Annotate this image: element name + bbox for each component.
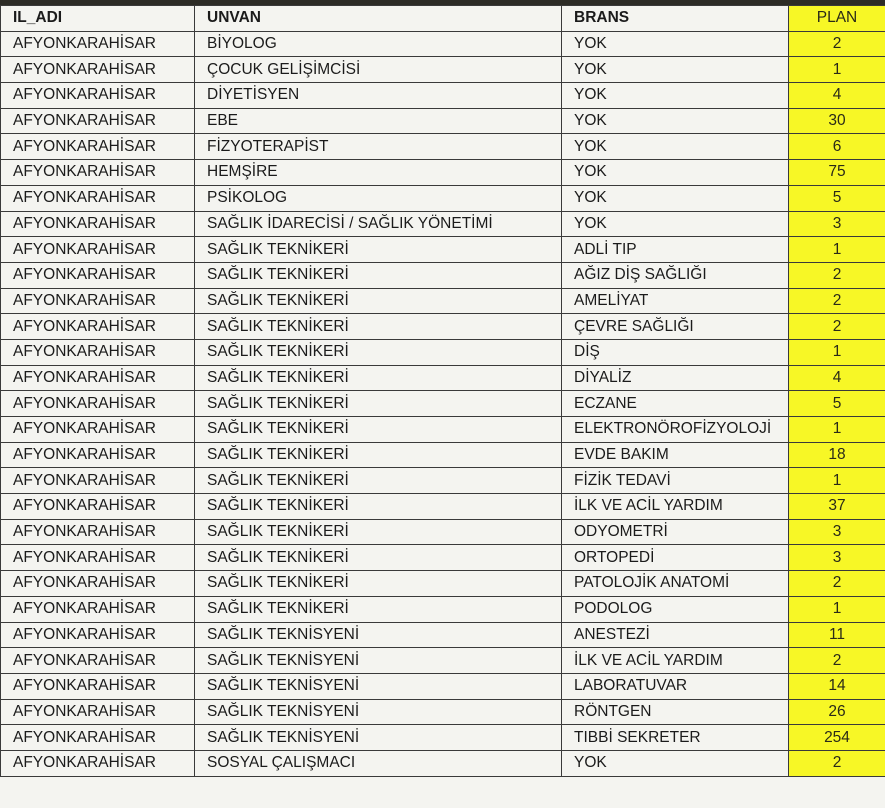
cell-brans[interactable]: İLK VE ACİL YARDIM: [562, 494, 789, 520]
cell-il-adi[interactable]: AFYONKARAHİSAR: [1, 545, 195, 571]
table-row: [1, 83, 885, 109]
cell-plan[interactable]: 1: [789, 596, 885, 622]
cell-unvan[interactable]: SAĞLIK TEKNİKERİ: [195, 365, 562, 391]
cell-il-adi[interactable]: AFYONKARAHİSAR: [1, 648, 195, 674]
cell-il-adi[interactable]: AFYONKARAHİSAR: [1, 673, 195, 699]
cell-brans[interactable]: YOK: [562, 211, 789, 237]
table-row: [1, 750, 885, 776]
cell-brans[interactable]: ÇEVRE SAĞLIĞI: [562, 314, 789, 340]
table-row: [1, 160, 885, 186]
cell-unvan[interactable]: SAĞLIK TEKNİKERİ: [195, 596, 562, 622]
table-row: [1, 648, 885, 674]
table-row: [1, 31, 885, 57]
cell-il-adi[interactable]: AFYONKARAHİSAR: [1, 83, 195, 109]
cell-brans[interactable]: İLK VE ACİL YARDIM: [562, 648, 789, 674]
cell-il-adi[interactable]: AFYONKARAHİSAR: [1, 571, 195, 597]
cell-unvan[interactable]: SAĞLIK TEKNİSYENİ: [195, 725, 562, 751]
cell-plan[interactable]: 4: [789, 365, 885, 391]
cell-unvan[interactable]: SAĞLIK TEKNİSYENİ: [195, 648, 562, 674]
cell-unvan[interactable]: SAĞLIK TEKNİKERİ: [195, 494, 562, 520]
cell-unvan[interactable]: SAĞLIK TEKNİKERİ: [195, 314, 562, 340]
cell-il-adi[interactable]: AFYONKARAHİSAR: [1, 725, 195, 751]
cell-plan[interactable]: 30: [789, 108, 885, 134]
column-header-unvan[interactable]: UNVAN: [195, 6, 562, 32]
cell-unvan[interactable]: PSİKOLOG: [195, 185, 562, 211]
cell-unvan[interactable]: SAĞLIK TEKNİSYENİ: [195, 673, 562, 699]
cell-unvan[interactable]: SAĞLIK TEKNİKERİ: [195, 468, 562, 494]
cell-plan[interactable]: 5: [789, 185, 885, 211]
table-row: [1, 571, 885, 597]
cell-plan[interactable]: 2: [789, 31, 885, 57]
cell-plan[interactable]: 26: [789, 699, 885, 725]
cell-unvan[interactable]: EBE: [195, 108, 562, 134]
header-row: [1, 6, 885, 32]
cell-plan[interactable]: 5: [789, 391, 885, 417]
table-row: [1, 134, 885, 160]
cell-il-adi[interactable]: AFYONKARAHİSAR: [1, 31, 195, 57]
cell-il-adi[interactable]: AFYONKARAHİSAR: [1, 750, 195, 776]
cell-brans[interactable]: ANESTEZİ: [562, 622, 789, 648]
cell-unvan[interactable]: SOSYAL ÇALIŞMACI: [195, 750, 562, 776]
cell-il-adi[interactable]: AFYONKARAHİSAR: [1, 391, 195, 417]
cell-brans[interactable]: YOK: [562, 108, 789, 134]
cell-brans[interactable]: YOK: [562, 134, 789, 160]
cell-unvan[interactable]: SAĞLIK TEKNİKERİ: [195, 545, 562, 571]
cell-il-adi[interactable]: AFYONKARAHİSAR: [1, 314, 195, 340]
column-header-brans[interactable]: BRANS: [562, 6, 789, 32]
cell-unvan[interactable]: FİZYOTERAPİST: [195, 134, 562, 160]
cell-plan[interactable]: 1: [789, 468, 885, 494]
cell-brans[interactable]: EVDE BAKIM: [562, 442, 789, 468]
cell-brans[interactable]: ELEKTRONÖROFİZYOLOJİ: [562, 417, 789, 443]
cell-unvan[interactable]: SAĞLIK TEKNİKERİ: [195, 571, 562, 597]
cell-brans[interactable]: YOK: [562, 160, 789, 186]
cell-plan[interactable]: 11: [789, 622, 885, 648]
spreadsheet: [0, 5, 885, 808]
cell-unvan[interactable]: SAĞLIK TEKNİKERİ: [195, 262, 562, 288]
cell-brans[interactable]: YOK: [562, 185, 789, 211]
cell-plan[interactable]: 3: [789, 211, 885, 237]
table-row: [1, 442, 885, 468]
table-row: [1, 545, 885, 571]
cell-brans[interactable]: PATOLOJİK ANATOMİ: [562, 571, 789, 597]
cell-plan[interactable]: 75: [789, 160, 885, 186]
table-row: [1, 339, 885, 365]
table-row: [1, 57, 885, 83]
cell-unvan[interactable]: SAĞLIK TEKNİKERİ: [195, 442, 562, 468]
cell-plan[interactable]: 1: [789, 417, 885, 443]
cell-plan[interactable]: 3: [789, 519, 885, 545]
staff-plan-table: [0, 5, 885, 777]
table-row: [1, 673, 885, 699]
cell-il-adi[interactable]: AFYONKARAHİSAR: [1, 134, 195, 160]
cell-il-adi[interactable]: AFYONKARAHİSAR: [1, 237, 195, 263]
cell-il-adi[interactable]: AFYONKARAHİSAR: [1, 468, 195, 494]
cell-il-adi[interactable]: AFYONKARAHİSAR: [1, 211, 195, 237]
cell-plan[interactable]: 2: [789, 314, 885, 340]
cell-il-adi[interactable]: AFYONKARAHİSAR: [1, 699, 195, 725]
cell-brans[interactable]: TIBBİ SEKRETER: [562, 725, 789, 751]
cell-plan[interactable]: 2: [789, 750, 885, 776]
cell-il-adi[interactable]: AFYONKARAHİSAR: [1, 262, 195, 288]
table-row: [1, 262, 885, 288]
cell-il-adi[interactable]: AFYONKARAHİSAR: [1, 288, 195, 314]
cell-brans[interactable]: YOK: [562, 31, 789, 57]
cell-il-adi[interactable]: AFYONKARAHİSAR: [1, 339, 195, 365]
table-row: [1, 622, 885, 648]
cell-il-adi[interactable]: AFYONKARAHİSAR: [1, 494, 195, 520]
cell-plan[interactable]: 2: [789, 648, 885, 674]
cell-il-adi[interactable]: AFYONKARAHİSAR: [1, 185, 195, 211]
table-row: [1, 237, 885, 263]
cell-brans[interactable]: YOK: [562, 57, 789, 83]
cell-brans[interactable]: YOK: [562, 83, 789, 109]
cell-brans[interactable]: FİZİK TEDAVİ: [562, 468, 789, 494]
cell-plan[interactable]: 2: [789, 571, 885, 597]
cell-unvan[interactable]: SAĞLIK TEKNİKERİ: [195, 288, 562, 314]
table-row: [1, 494, 885, 520]
cell-brans[interactable]: LABORATUVAR: [562, 673, 789, 699]
cell-plan[interactable]: 6: [789, 134, 885, 160]
table-row: [1, 108, 885, 134]
cell-unvan[interactable]: SAĞLIK TEKNİKERİ: [195, 417, 562, 443]
cell-brans[interactable]: ADLİ TIP: [562, 237, 789, 263]
cell-brans[interactable]: ORTOPEDİ: [562, 545, 789, 571]
cell-plan[interactable]: 37: [789, 494, 885, 520]
cell-plan[interactable]: 2: [789, 288, 885, 314]
table-row: [1, 468, 885, 494]
table-row: [1, 185, 885, 211]
cell-brans[interactable]: AMELİYAT: [562, 288, 789, 314]
cell-il-adi[interactable]: AFYONKARAHİSAR: [1, 57, 195, 83]
cell-plan[interactable]: 18: [789, 442, 885, 468]
column-header-il-adi[interactable]: IL_ADI: [1, 6, 195, 32]
table-row: [1, 288, 885, 314]
cell-brans[interactable]: RÖNTGEN: [562, 699, 789, 725]
cell-brans[interactable]: DİYALİZ: [562, 365, 789, 391]
cell-unvan[interactable]: SAĞLIK TEKNİKERİ: [195, 237, 562, 263]
cell-plan[interactable]: 1: [789, 237, 885, 263]
cell-plan[interactable]: 2: [789, 262, 885, 288]
cell-il-adi[interactable]: AFYONKARAHİSAR: [1, 622, 195, 648]
table-row: [1, 365, 885, 391]
table-row: [1, 519, 885, 545]
table-row: [1, 314, 885, 340]
cell-unvan[interactable]: HEMŞİRE: [195, 160, 562, 186]
cell-unvan[interactable]: SAĞLIK TEKNİKERİ: [195, 391, 562, 417]
cell-plan[interactable]: 254: [789, 725, 885, 751]
cell-plan[interactable]: 14: [789, 673, 885, 699]
cell-plan[interactable]: 1: [789, 339, 885, 365]
cell-brans[interactable]: ODYOMETRİ: [562, 519, 789, 545]
cell-plan[interactable]: 1: [789, 57, 885, 83]
table-row: [1, 596, 885, 622]
cell-il-adi[interactable]: AFYONKARAHİSAR: [1, 160, 195, 186]
cell-il-adi[interactable]: AFYONKARAHİSAR: [1, 519, 195, 545]
table-row: [1, 725, 885, 751]
cell-unvan[interactable]: SAĞLIK İDARECİSİ / SAĞLIK YÖNETİMİ: [195, 211, 562, 237]
cell-il-adi[interactable]: AFYONKARAHİSAR: [1, 417, 195, 443]
cell-plan[interactable]: 4: [789, 83, 885, 109]
cell-brans[interactable]: DİŞ: [562, 339, 789, 365]
cell-il-adi[interactable]: AFYONKARAHİSAR: [1, 442, 195, 468]
cell-il-adi[interactable]: AFYONKARAHİSAR: [1, 365, 195, 391]
cell-il-adi[interactable]: AFYONKARAHİSAR: [1, 108, 195, 134]
table-row: [1, 391, 885, 417]
cell-unvan[interactable]: ÇOCUK GELİŞİMCİSİ: [195, 57, 562, 83]
cell-brans[interactable]: YOK: [562, 750, 789, 776]
cell-unvan[interactable]: SAĞLIK TEKNİKERİ: [195, 339, 562, 365]
column-header-plan[interactable]: PLAN: [789, 6, 885, 32]
cell-brans[interactable]: ECZANE: [562, 391, 789, 417]
table-row: [1, 699, 885, 725]
cell-il-adi[interactable]: AFYONKARAHİSAR: [1, 596, 195, 622]
cell-brans[interactable]: AĞIZ DİŞ SAĞLIĞI: [562, 262, 789, 288]
table-row: [1, 211, 885, 237]
cell-unvan[interactable]: SAĞLIK TEKNİSYENİ: [195, 699, 562, 725]
cell-unvan[interactable]: SAĞLIK TEKNİKERİ: [195, 519, 562, 545]
table-row: [1, 417, 885, 443]
cell-unvan[interactable]: DİYETİSYEN: [195, 83, 562, 109]
cell-brans[interactable]: PODOLOG: [562, 596, 789, 622]
cell-plan[interactable]: 3: [789, 545, 885, 571]
cell-unvan[interactable]: BİYOLOG: [195, 31, 562, 57]
cell-unvan[interactable]: SAĞLIK TEKNİSYENİ: [195, 622, 562, 648]
